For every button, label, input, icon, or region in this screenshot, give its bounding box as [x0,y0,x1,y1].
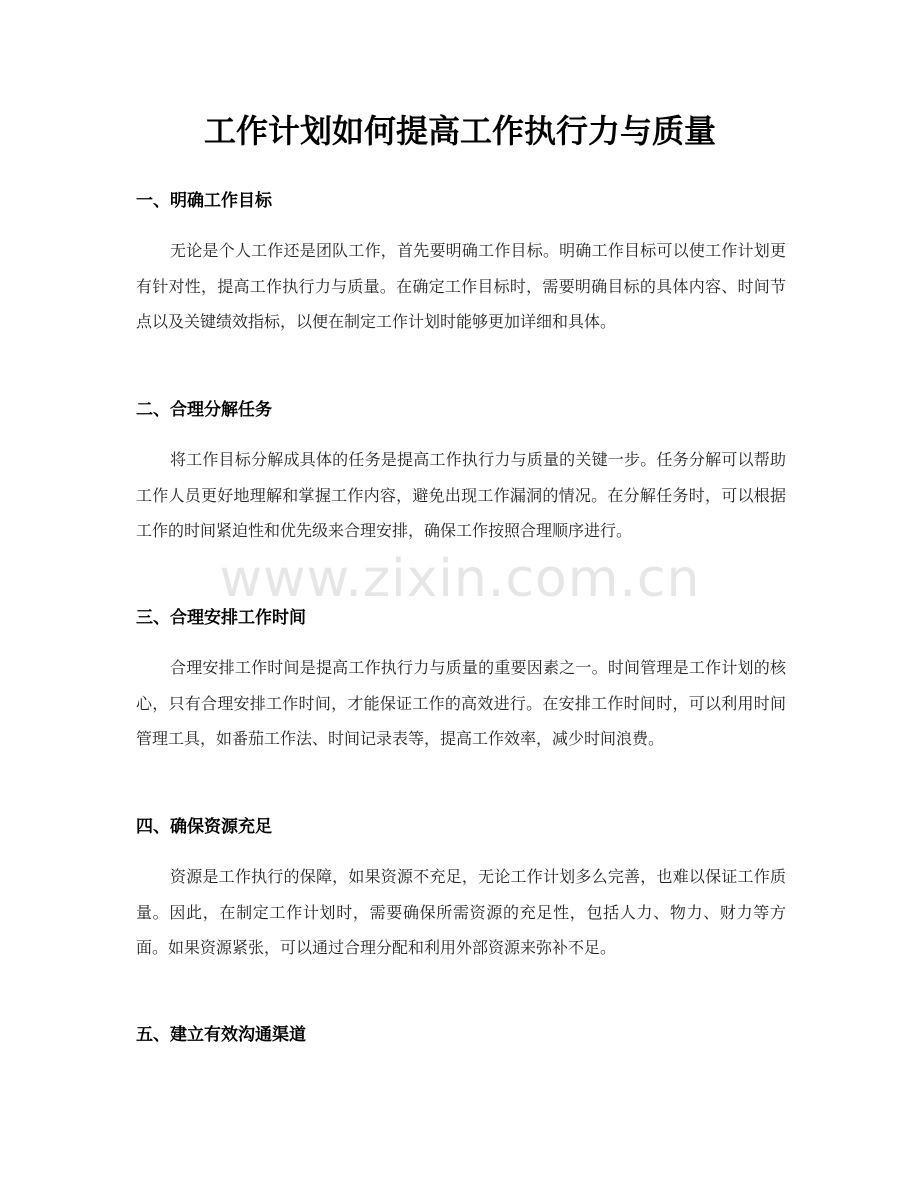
section-heading-4: 四、确保资源充足 [136,817,272,837]
watermark-text: www.zixin.com.cn [219,549,701,609]
section-heading-2: 二、合理分解任务 [136,400,272,420]
section-paragraph-1: 无论是个人工作还是团队工作，首先要明确工作目标。明确工作目标可以使工作计划更有针对性，提高工作执行力与质量。在确定工作目标时，需要明确目标的具体内容、时间节点以及关键绩效指标，以便在制定工作计划时能够更加详细和具体。 [136,241,786,331]
section-heading-1: 一、明确工作目标 [136,191,272,211]
section-paragraph-4: 资源是工作执行的保障，如果资源不充足，无论工作计划多么完善，也难以保证工作质量。因此，在制定工作计划时，需要确保所需资源的充足性，包括人力、物力、财力等方面。如果资源紧张，可以通过合理分配和利用外部资源来弥补不足。 [136,867,786,957]
section-paragraph-2: 将工作目标分解成具体的任务是提高工作执行力与质量的关键一步。任务分解可以帮助工作人员更好地理解和掌握工作内容，避免出现工作漏洞的情况。在分解任务时，可以根据工作的时间紧迫性和优先级来合理安排，确保工作按照合理顺序进行。 [136,450,786,540]
section-heading-5: 五、建立有效沟通渠道 [136,1025,306,1045]
document-title: 工作计划如何提高工作执行力与质量 [203,112,716,150]
section-paragraph-3: 合理安排工作时间是提高工作执行力与质量的重要因素之一。时间管理是工作计划的核心，只有合理安排工作时间，才能保证工作的高效进行。在安排工作时间时，可以利用时间管理工具，如番茄工作法、时间记录表等，提高工作效率，减少时间浪费。 [136,658,786,748]
section-heading-3: 三、合理安排工作时间 [136,608,306,628]
